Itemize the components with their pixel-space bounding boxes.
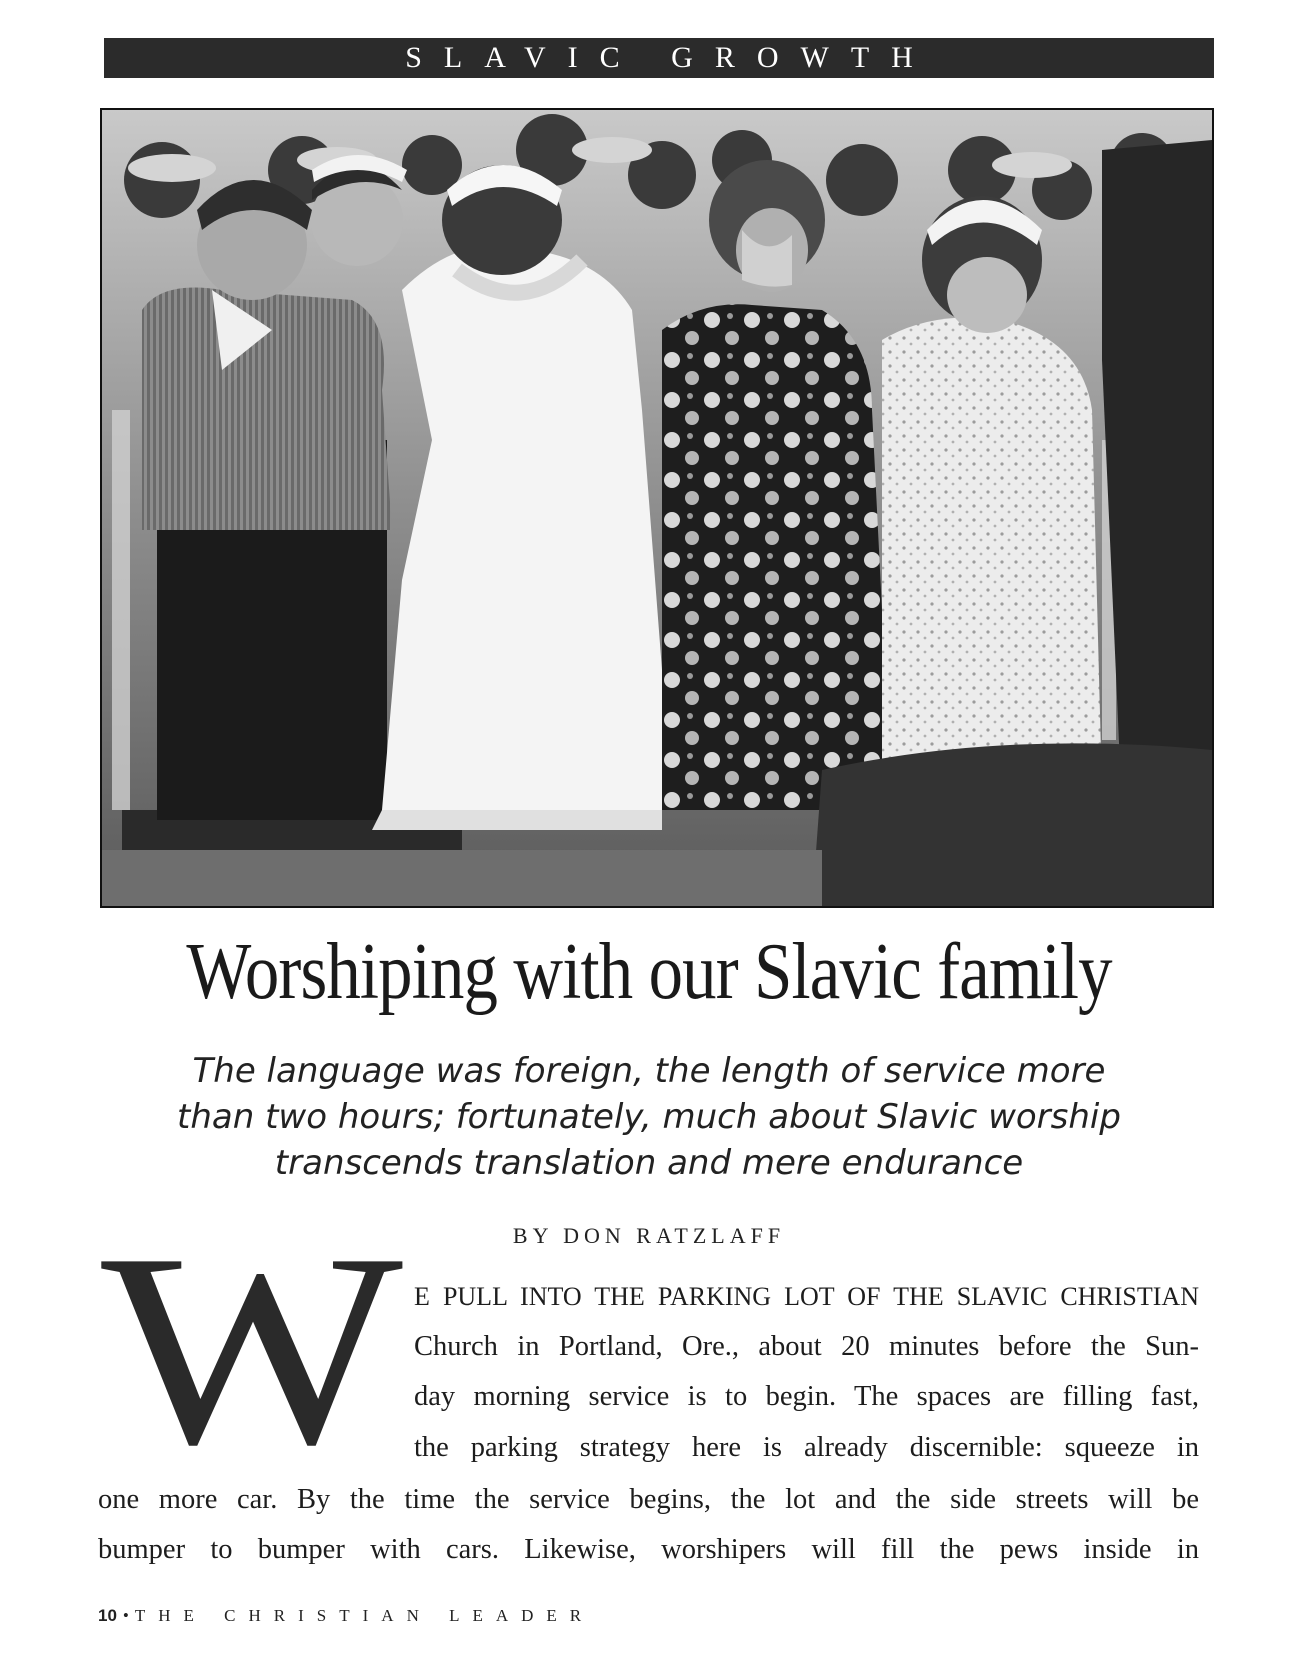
body-line-6: bumper to bumper with cars. Likewise, worshipers will fill the pews inside in [98, 1534, 1199, 1565]
photo-kneeling-worshipers [100, 108, 1214, 908]
body-line-2: Church in Portland, Ore., about 20 minutes before the Sun- [414, 1331, 1199, 1362]
page-number: 10 [98, 1606, 117, 1625]
magazine-name: THE CHRISTIAN LEADER [134, 1606, 595, 1625]
body-line-4: the parking strategy here is already discernible: squeeze in [414, 1432, 1199, 1463]
drop-cap [86, 1197, 418, 1502]
article-dek: The language was foreign, the length of service more than two hours; fortunately, much about Slavic worship transcends translation and mere endurance [177, 1051, 1121, 1183]
article-byline: BY DON RATZLAFF [512, 1223, 786, 1248]
article-headline: Worshiping with our Slavic family [186, 928, 1112, 1016]
drop-cap-letter: W [100, 1197, 404, 1502]
page-footer [98, 1606, 594, 1626]
footer-separator: • [122, 1606, 129, 1625]
body-line-5: one more car. By the time the service begins, the lot and the side streets will be [98, 1484, 1199, 1515]
body-line-3: day morning service is to begin. The spaces are filling fast, [414, 1381, 1199, 1412]
section-banner: SLAVIC GROWTH [104, 38, 1214, 78]
body-line-1: E PULL INTO THE PARKING LOT OF THE SLAVIC CHRISTIAN [414, 1282, 1199, 1311]
photo-illustration [102, 110, 1212, 906]
